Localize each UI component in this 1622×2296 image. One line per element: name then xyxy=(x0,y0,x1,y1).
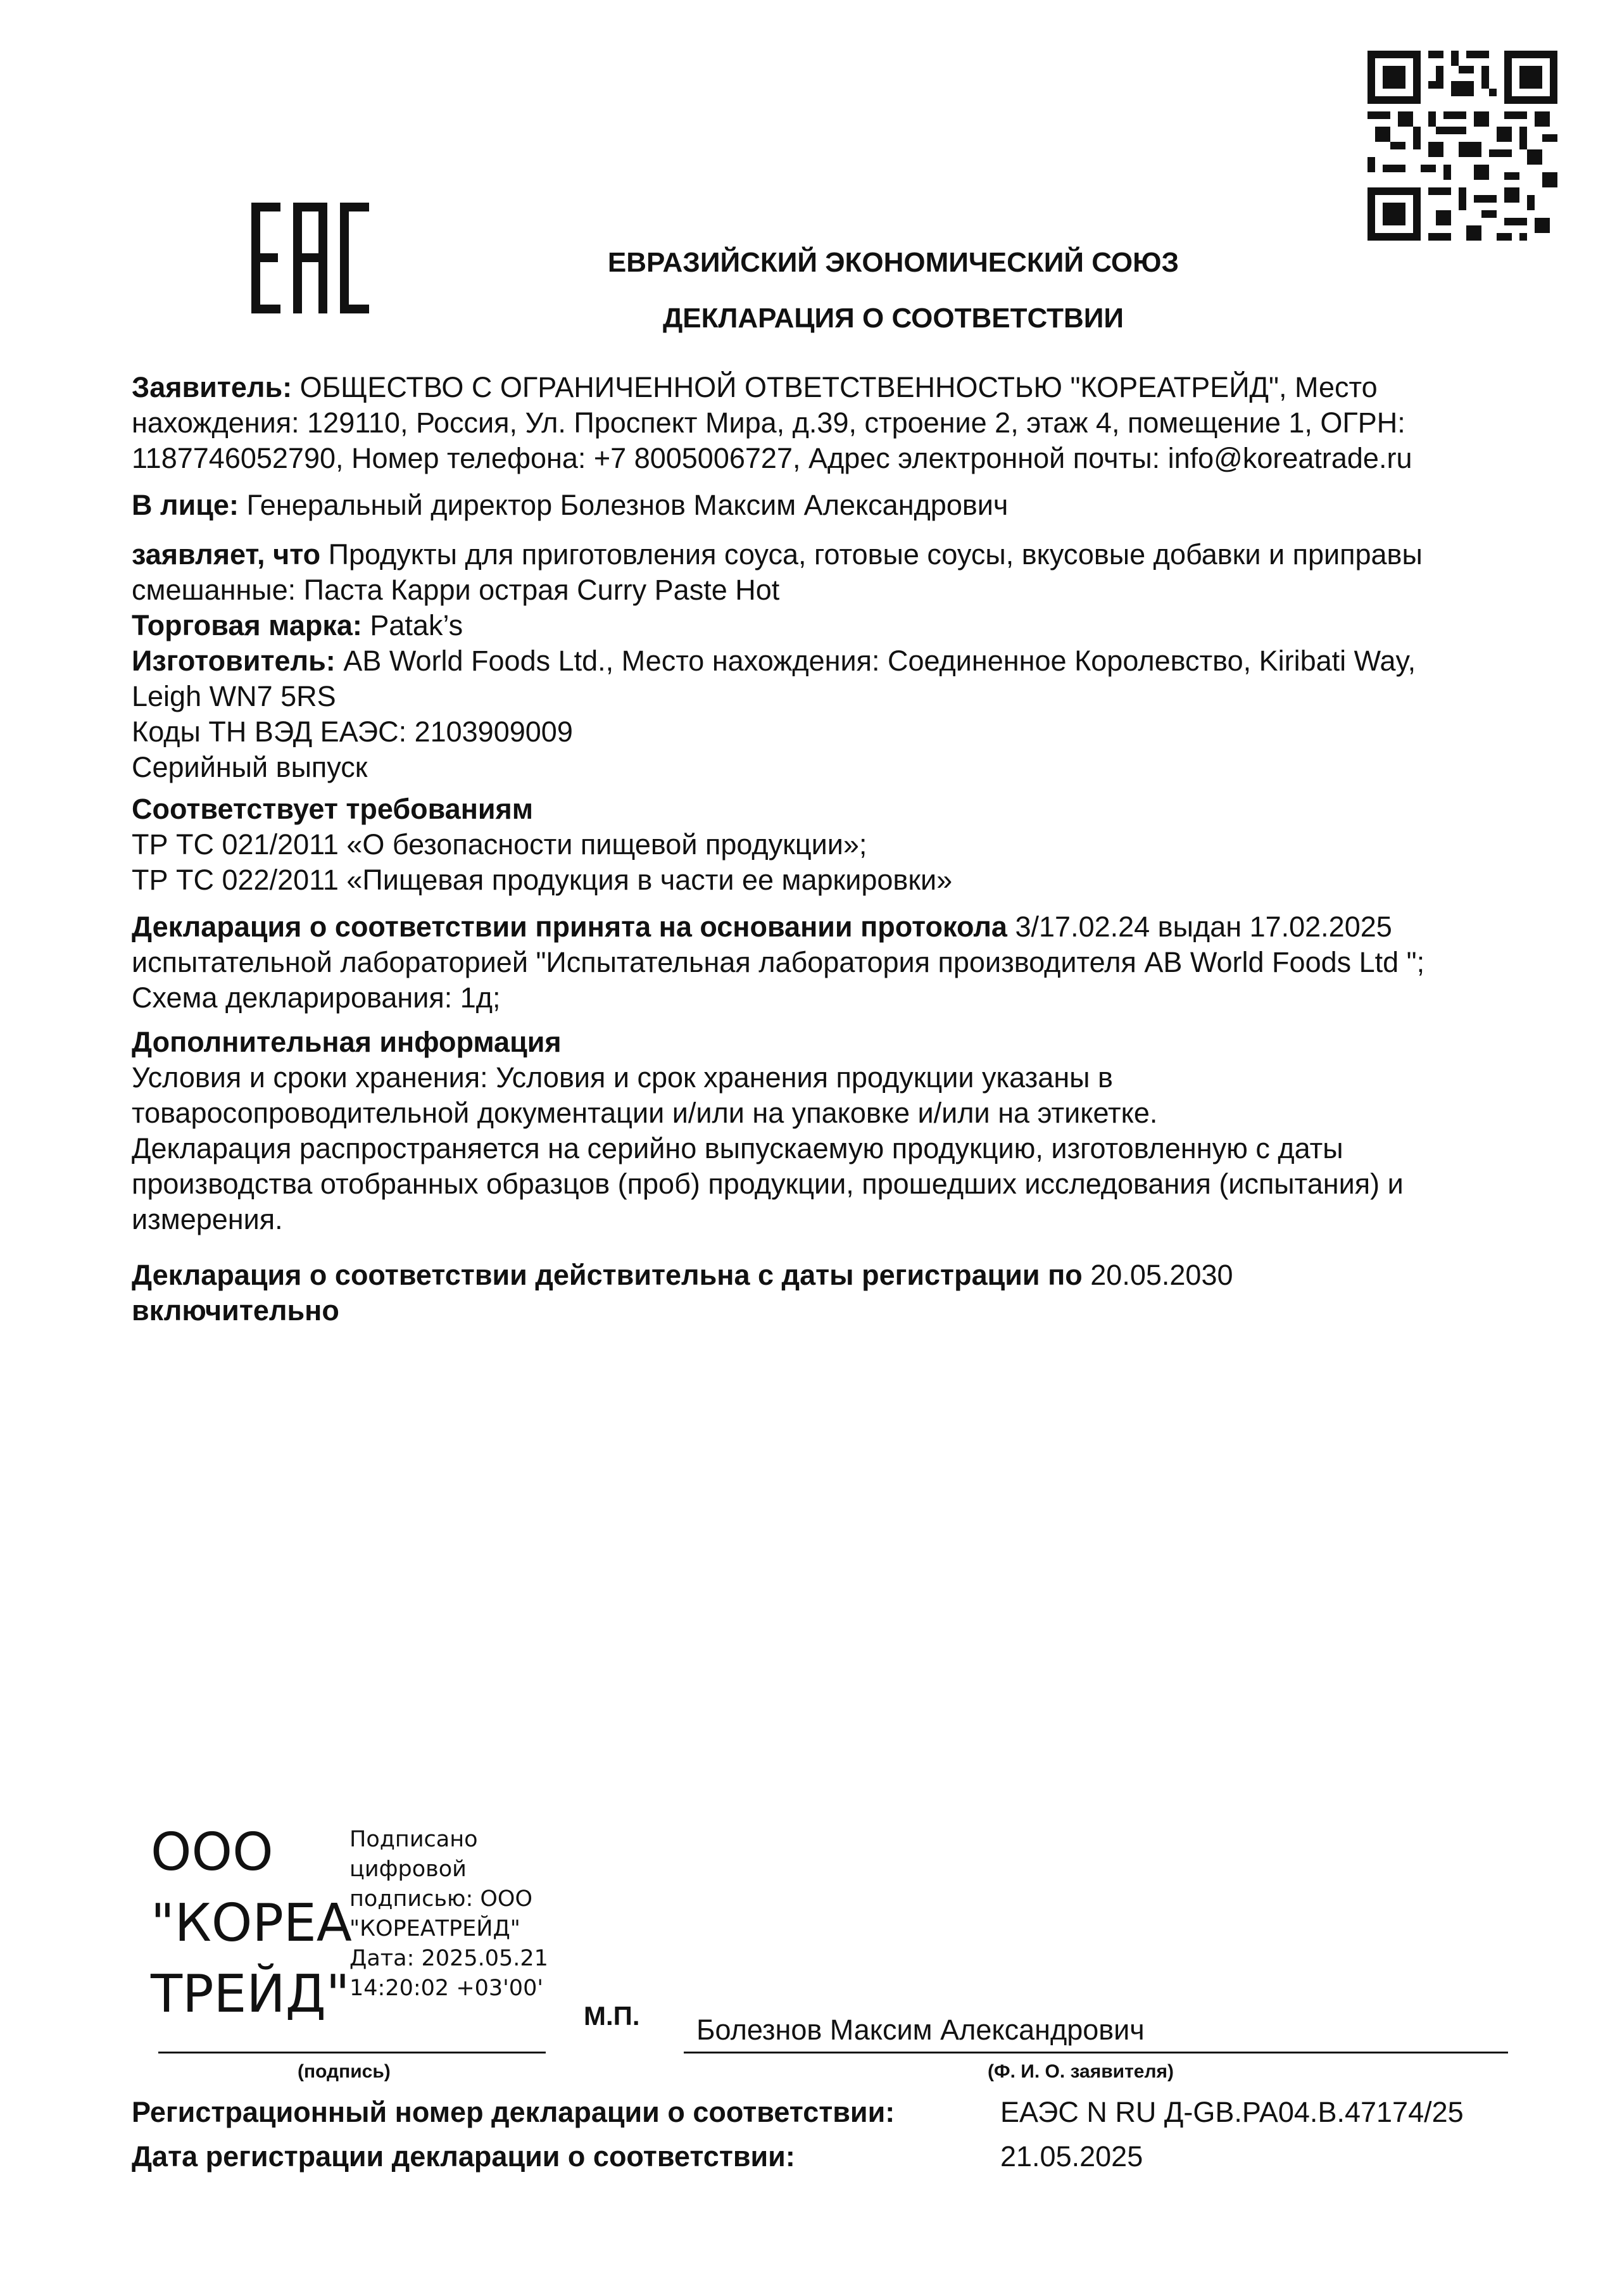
additional-line: Условия и сроки хранения: Условия и срок хранения продукции указаны в xyxy=(132,1061,1113,1094)
validity-label: Декларация о соответствии действительна с даты регистрации по xyxy=(132,1259,1083,1291)
stamp-line: ТРЕЙД" xyxy=(151,1964,350,2024)
trademark-label: Торговая марка: xyxy=(132,609,362,641)
manufacturer-label: Изготовитель: xyxy=(132,645,336,677)
validity-block xyxy=(132,1258,1512,1328)
hs-codes: Коды ТН ВЭД ЕАЭС: 2103909009 xyxy=(132,716,573,748)
digital-signature-line: "КОРЕАТРЕЙД" xyxy=(349,1916,520,1941)
requirement-item: ТР ТС 022/2011 «Пищевая продукция в части ее маркировки» xyxy=(132,864,953,896)
registration-number-value: ЕАЭС N RU Д-GB.РА04.В.47174/25 xyxy=(1000,2096,1464,2128)
applicant-line2: нахождения: 129110, Россия, Ул. Проспект Мира, д.39, строение 2, этаж 4, помещение 1, ОГРН: xyxy=(132,407,1405,439)
document-title: ДЕКЛАРАЦИЯ О СООТВЕТСТВИИ xyxy=(662,303,1124,334)
validity-date: 20.05.2030 xyxy=(1090,1259,1233,1291)
manufacturer-line1: AB World Foods Ltd., Место нахождения: Соединенное Королевство, Kiribati Way, xyxy=(343,645,1416,677)
representative-value: Генеральный директор Болезнов Максим Александрович xyxy=(246,489,1009,521)
requirements-heading: Соответствует требованиям xyxy=(132,793,534,825)
requirements-block xyxy=(132,792,1512,898)
declares-line2: смешанные: Паста Карри острая Curry Paste Hot xyxy=(132,574,780,606)
applicant-block xyxy=(132,370,1512,476)
declares-block xyxy=(132,537,1512,785)
validity-suffix: включительно xyxy=(132,1294,339,1327)
additional-line: производства отобранных образцов (проб) продукции, прошедших исследования (испытания) и xyxy=(132,1168,1404,1200)
signature-line xyxy=(158,2052,546,2053)
digital-signature-line: Дата: 2025.05.21 xyxy=(349,1946,548,1971)
qr-code-icon xyxy=(1367,51,1557,241)
digital-signature-line: 14:20:02 +03'00' xyxy=(349,1976,543,2001)
representative-label: В лице: xyxy=(132,489,239,521)
registration-date-value: 21.05.2025 xyxy=(1000,2140,1143,2173)
additional-block xyxy=(132,1025,1512,1237)
digital-signature-line: цифровой xyxy=(349,1857,467,1882)
requirement-item: ТР ТС 021/2011 «О безопасности пищевой продукции»; xyxy=(132,828,867,861)
trademark-value: Patak’s xyxy=(370,609,463,641)
applicant-label: Заявитель: xyxy=(132,371,292,403)
stamp-line: "КОРЕА xyxy=(151,1893,352,1953)
registration-number-label: Регистрационный номер декларации о соответствии: xyxy=(132,2096,895,2128)
signer-name: Болезнов Максим Александрович xyxy=(696,2014,1145,2046)
applicant-line1: ОБЩЕСТВО С ОГРАНИЧЕННОЙ ОТВЕТСТВЕННОСТЬЮ "КОРЕАТРЕЙД", Место xyxy=(299,371,1378,403)
seal-place-label: М.П. xyxy=(584,2001,640,2031)
additional-heading: Дополнительная информация xyxy=(132,1026,562,1058)
declares-line1: Продукты для приготовления соуса, готовые соусы, вкусовые добавки и приправы xyxy=(328,538,1423,571)
name-caption: (Ф. И. О. заявителя) xyxy=(988,2061,1174,2082)
additional-line: Декларация распространяется на серийно выпускаемую продукцию, изготовленную с даты xyxy=(132,1132,1343,1164)
basis-label: Декларация о соответствии принята на основании протокола xyxy=(132,911,1007,943)
applicant-line3: 1187746052790, Номер телефона: +7 8005006727, Адрес электронной почты: info@koreatrade.ru xyxy=(132,442,1412,474)
representative-block xyxy=(132,488,1512,523)
signature-caption: (подпись) xyxy=(298,2061,391,2082)
name-line xyxy=(684,2052,1508,2053)
release-type: Серийный выпуск xyxy=(132,751,368,783)
declares-label: заявляет, что xyxy=(132,538,321,571)
registration-date-label: Дата регистрации декларации о соответствии: xyxy=(132,2140,795,2173)
additional-line: товаросопроводительной документации и/или на упаковке и/или на этикетке. xyxy=(132,1097,1158,1129)
basis-block xyxy=(132,909,1512,1016)
digital-signature-note xyxy=(349,1825,577,2003)
basis-line2: испытательной лабораторией "Испытательная лаборатория производителя AB World Foods Ltd "; xyxy=(132,946,1425,978)
digital-signature-line: подписью: ООО xyxy=(349,1886,533,1912)
basis-protocol: 3/17.02.24 выдан 17.02.2025 xyxy=(1015,911,1392,943)
basis-scheme: Схема декларирования: 1д; xyxy=(132,981,501,1014)
union-title: ЕВРАЗИЙСКИЙ ЭКОНОМИЧЕСКИЙ СОЮЗ xyxy=(607,247,1179,278)
stamp-line: ООО xyxy=(151,1822,273,1883)
manufacturer-line2: Leigh WN7 5RS xyxy=(132,680,336,712)
additional-line: измерения. xyxy=(132,1203,283,1235)
digital-signature-line: Подписано xyxy=(349,1827,478,1852)
